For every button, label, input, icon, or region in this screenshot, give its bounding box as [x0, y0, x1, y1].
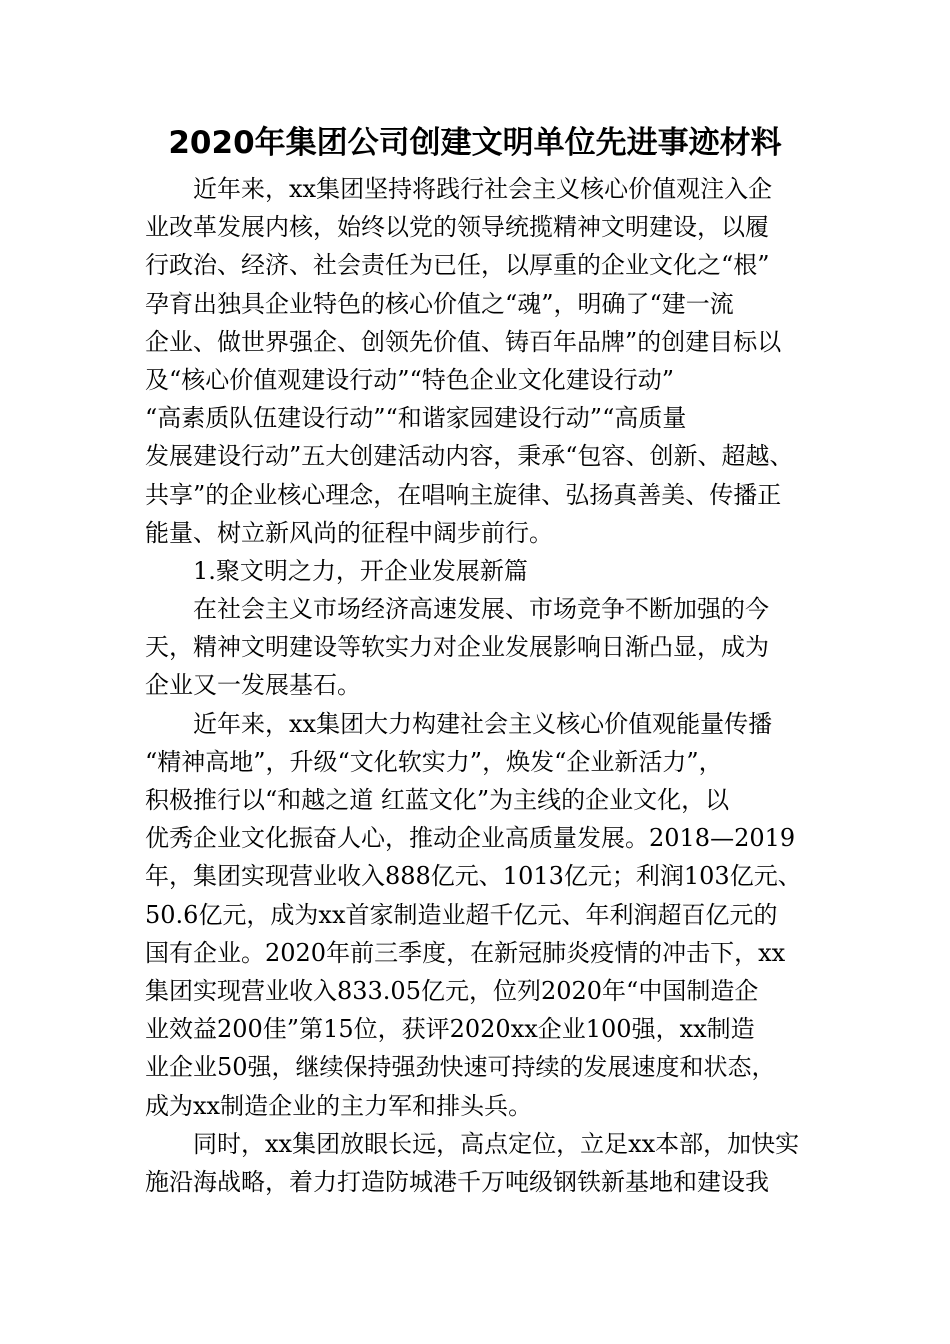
text-line: 业效益200佳”第15位，获评2020xx企业100强，xx制造 [145, 1015, 755, 1044]
text-line: 行政治、经济、社会责任为已任，以厚重的企业文化之“根” [145, 251, 770, 280]
text-line: 1.聚文明之力，开企业发展新篇 [193, 556, 528, 585]
text-line: 优秀企业文化振奋人心，推动企业高质量发展。2018—2019 [145, 824, 796, 853]
text-line: 在社会主义市场经济高速发展、市场竞争不断加强的今 [193, 595, 769, 624]
text-line: 企业又一发展基石。 [145, 671, 361, 700]
text-line: 业企业50强，继续保持强劲快速可持续的发展速度和状态， [145, 1053, 776, 1082]
text-line: 及“核心价值观建设行动”“特色企业文化建设行动” [145, 365, 675, 394]
text-line: 国有企业。2020年前三季度，在新冠肺炎疫情的冲击下，xx [145, 938, 786, 967]
text-line: 施沿海战略，着力打造防城港千万吨级钢铁新基地和建设我 [145, 1167, 769, 1196]
document-body [145, 170, 815, 1201]
text-line: 发展建设行动”五大创建活动内容，秉承“包容、创新、超越、 [145, 442, 794, 471]
text-line: 50.6亿元，成为xx首家制造业超千亿元、年利润超百亿元的 [145, 900, 778, 929]
text-line: 孕育出独具企业特色的核心价值之“魂”，明确了“建一流 [145, 289, 734, 318]
text-line: 天，精神文明建设等软实力对企业发展影响日渐凸显，成为 [145, 633, 769, 662]
text-line: 能量、树立新风尚的征程中阔步前行。 [145, 518, 553, 547]
document-title: 2020年集团公司创建文明单位先进事迹材料 [168, 125, 782, 161]
text-line: 近年来，xx集团坚持将践行社会主义核心价值观注入企 [193, 175, 773, 203]
text-line: 成为xx制造企业的主力军和排头兵。 [145, 1091, 533, 1120]
text-line: 同时，xx集团放眼长远，高点定位，立足xx本部，加快实 [193, 1129, 800, 1158]
text-line: 近年来，xx集团大力构建社会主义核心价值观能量传播 [193, 709, 773, 738]
text-line: 积极推行以“和越之道 红蓝文化”为主线的企业文化，以 [145, 786, 730, 814]
text-line: 集团实现营业收入833.05亿元，位列2020年“中国制造企 [145, 976, 759, 1005]
text-line: 共享”的企业核心理念，在唱响主旋律、弘扬真善美、传播正 [145, 480, 782, 509]
text-line: 年，集团实现营业收入888亿元、1013亿元；利润103亿元、 [145, 862, 802, 891]
text-line: “高素质队伍建设行动”“和谐家园建设行动”“高质量 [145, 404, 687, 433]
text-line: 企业、做世界强企、创领先价值、铸百年品牌”的创建目标以 [145, 327, 782, 356]
text-line: 业改革发展内核，始终以党的领导统揽精神文明建设，以履 [145, 213, 769, 242]
text-line: “精神高地”，升级“文化软实力”，焕发“企业新活力”， [145, 747, 723, 776]
